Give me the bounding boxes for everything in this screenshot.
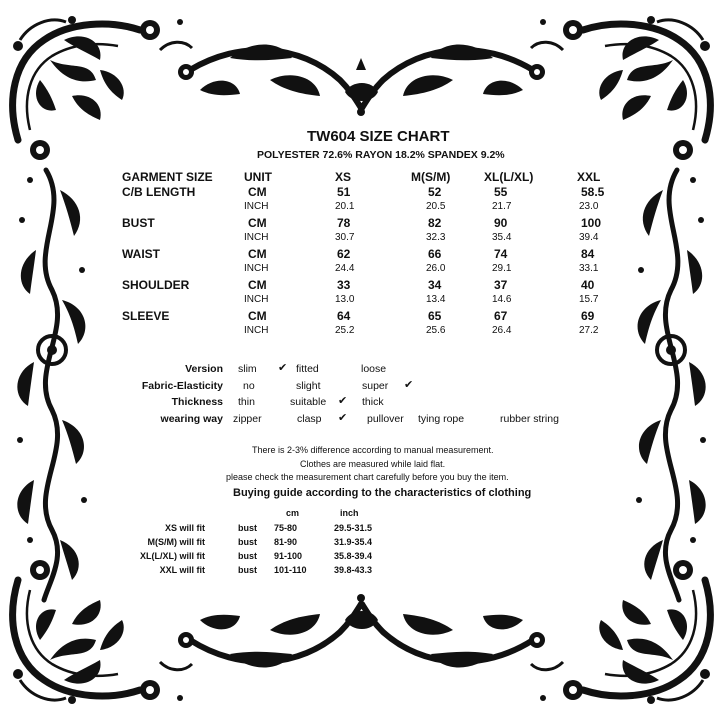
guide-cm-range: 81-90 [274,537,298,547]
inch-value: 32.3 [426,232,446,243]
unit-inch: INCH [244,294,269,305]
attribute-option: fitted [296,363,319,375]
unit-cm: CM [248,278,267,292]
cm-value: 34 [428,278,442,292]
attribute-option: pullover [367,412,404,425]
guide-inch-range: 39.8-43.3 [334,565,373,575]
guide-fit-label: XXL will fit [159,565,205,575]
table-header-cell: M(S/M) [411,170,451,184]
cm-value: 52 [428,185,442,199]
inch-value: 20.1 [335,201,355,212]
cm-value: 90 [494,216,508,230]
attribute-option: zipper [233,412,262,425]
attribute-option: loose [361,363,387,375]
cm-value: 100 [581,216,602,230]
cm-value: 62 [337,247,351,261]
cm-value: 66 [428,247,442,261]
material-composition: POLYESTER 72.6% RAYON 18.2% SPANDEX 9.2% [257,149,505,161]
table-header-cell: UNIT [244,170,272,184]
cm-value: 58.5 [581,185,605,199]
table-header-cell: XL(L/XL) [484,170,534,184]
attribute-option: rubber string [500,412,559,425]
inch-value: 33.1 [579,263,599,274]
unit-inch: INCH [244,201,269,212]
measurement-label: C/B LENGTH [122,185,196,199]
inch-value: 15.7 [579,294,599,305]
cm-value: 67 [494,309,508,323]
attribute-label: Thickness [171,396,223,408]
measurement-label: WAIST [122,247,160,261]
inch-value: 39.4 [579,232,599,243]
cm-value: 37 [494,278,508,292]
inch-value: 13.0 [335,294,355,305]
unit-inch: INCH [244,263,269,274]
attribute-option: super [362,379,389,392]
check-icon: ✔ [338,395,348,407]
attribute-label: Version [185,363,223,375]
cm-value: 51 [337,185,351,199]
check-icon: ✔ [278,362,288,374]
cm-value: 40 [581,278,595,292]
inch-value: 25.2 [335,325,355,336]
measurement-label: BUST [122,216,155,230]
buying-guide-title: Buying guide according to the characteristics of clothing [233,487,532,499]
guide-cm-range: 91-100 [274,551,303,561]
inch-value: 26.0 [426,263,446,274]
attribute-option: thick [362,396,384,408]
attribute-option: suitable [290,396,327,408]
unit-inch: INCH [244,325,269,336]
guide-body-part: bust [238,523,257,533]
guide-fit-label: M(S/M) will fit [147,537,205,547]
cm-value: 65 [428,309,442,323]
inch-value: 14.6 [492,294,512,305]
attribute-option: slight [296,379,321,392]
cm-value: 55 [494,185,508,199]
inch-value: 26.4 [492,325,512,336]
inch-value: 35.4 [492,232,512,243]
attribute-option: no [243,379,255,392]
guide-inch-range: 29.5-31.5 [334,523,373,533]
table-header-cell: GARMENT SIZE [122,170,213,184]
inch-value: 13.4 [426,294,446,305]
unit-cm: CM [248,309,267,323]
guide-cm-range: 101-110 [274,565,307,575]
note-line: Clothes are measured while laid flat. [300,459,446,469]
check-icon: ✔ [404,378,414,391]
inch-value: 21.7 [492,201,512,212]
unit-cm: CM [248,185,267,199]
attribute-option: thin [238,396,255,408]
guide-col-inch: inch [340,508,359,518]
cm-value: 84 [581,247,595,261]
cm-value: 64 [337,309,351,323]
cm-value: 69 [581,309,595,323]
guide-cm-range: 75-80 [274,523,298,533]
cm-value: 78 [337,216,351,230]
note-line: There is 2-3% difference according to manual measurement. [252,445,494,455]
guide-body-part: bust [238,537,257,547]
guide-fit-label: XL(L/XL) will fit [140,551,205,561]
attribute-label: wearing way [160,412,223,425]
guide-inch-range: 31.9-35.4 [334,537,373,547]
unit-cm: CM [248,216,267,230]
guide-body-part: bust [238,551,257,561]
inch-value: 23.0 [579,201,599,212]
unit-inch: INCH [244,232,269,243]
inch-value: 30.7 [335,232,355,243]
cm-value: 82 [428,216,442,230]
attribute-option: slim [238,363,257,375]
cm-value: 74 [494,247,508,261]
inch-value: 27.2 [579,325,599,336]
inch-value: 25.6 [426,325,446,336]
attribute-label: Fabric-Elasticity [141,379,223,392]
unit-cm: CM [248,247,267,261]
attribute-option: tying rope [418,412,465,425]
table-header-cell: XS [335,170,352,184]
table-header-cell: XXL [577,170,601,184]
measurement-label: SHOULDER [122,278,190,292]
check-icon: ✔ [338,411,348,424]
cm-value: 33 [337,278,351,292]
measurement-label: SLEEVE [122,309,170,323]
guide-fit-label: XS will fit [164,523,205,533]
inch-value: 24.4 [335,263,355,274]
chart-title: TW604 SIZE CHART [307,128,450,145]
guide-col-cm: cm [286,508,300,518]
inch-value: 20.5 [426,201,446,212]
inch-value: 29.1 [492,263,512,274]
attribute-option: clasp [297,412,322,425]
guide-inch-range: 35.8-39.4 [334,551,373,561]
note-line: please check the measurement chart carefully before you buy the item. [226,472,509,482]
guide-body-part: bust [238,565,257,575]
